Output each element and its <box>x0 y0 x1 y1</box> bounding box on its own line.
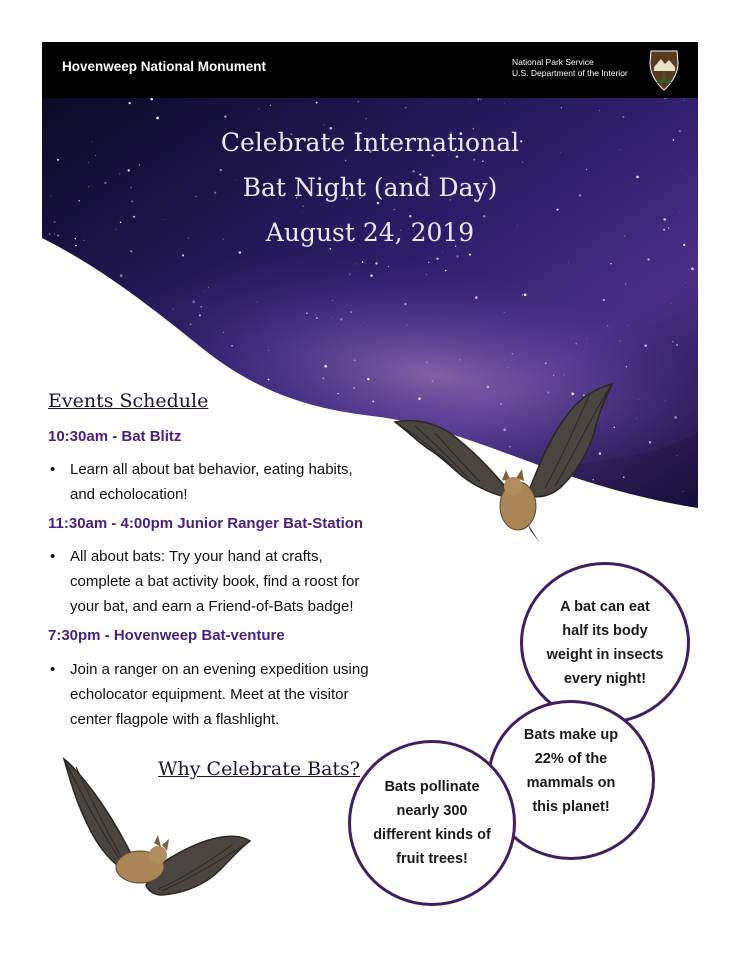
event-time-2: 11:30am - 4:00pm Junior Ranger Bat-Station <box>48 515 364 532</box>
event-3-line-1: Join a ranger on an evening expedition using <box>70 661 369 678</box>
fact-3-line-2: nearly 300 <box>396 803 468 819</box>
why-celebrate-title: Why Celebrate Bats? <box>158 758 360 780</box>
fact-2-line-4: this planet! <box>532 799 610 815</box>
event-headline <box>42 120 698 255</box>
bullet-icon: • <box>50 461 56 478</box>
event-1-line-1: Learn all about bat behavior, eating habits, <box>70 461 353 478</box>
fact-circle-1 <box>520 562 690 724</box>
event-2-line-1: All about bats: Try your hand at crafts, <box>70 548 323 565</box>
fact-3-line-3: different kinds of <box>373 827 491 843</box>
fact-2-line-1: Bats make up <box>523 727 619 743</box>
fact-1-line-1: A bat can eat <box>560 599 650 615</box>
schedule-title: Events Schedule <box>48 390 209 412</box>
fact-2-line-2: 22% of the <box>534 751 608 767</box>
bat-illustration-icon <box>390 378 620 548</box>
agency-line-2: U.S. Department of the Interior <box>512 68 628 78</box>
event-time-3: 7:30pm - Hovenweep Bat-venture <box>48 627 285 644</box>
fact-2-line-3: mammals on <box>526 775 616 791</box>
headline-line-2: Bat Night (and Day) <box>242 173 498 202</box>
agency-block <box>512 57 628 79</box>
bat-illustration-icon <box>62 755 252 905</box>
event-2-line-3: your bat, and earn a Friend-of-Bats badge! <box>70 598 354 615</box>
event-2-line-2: complete a bat activity book, find a roost for <box>70 573 360 590</box>
agency-line-1: National Park Service <box>512 57 594 67</box>
fact-1-line-4: every night! <box>563 671 647 687</box>
fact-3-line-4: fruit trees! <box>396 851 468 867</box>
bullet-icon: • <box>50 661 56 678</box>
bullet-icon: • <box>50 548 56 565</box>
fact-circle-3 <box>348 740 516 906</box>
headline-line-1: Celebrate International <box>220 128 520 157</box>
header-bar <box>42 42 698 98</box>
event-3-line-3: center flagpole with a flashlight. <box>70 711 280 728</box>
park-name: Hovenweep National Monument <box>62 59 267 74</box>
nps-arrowhead-logo-icon <box>648 49 680 91</box>
fact-1-line-3: weight in insects <box>546 647 664 663</box>
headline-line-3: August 24, 2019 <box>265 218 475 247</box>
event-time-1: 10:30am - Bat Blitz <box>48 428 182 445</box>
fact-3-line-1: Bats pollinate <box>384 779 480 795</box>
event-1-line-2: and echolocation! <box>70 486 188 503</box>
fact-1-line-2: half its body <box>562 623 648 639</box>
event-3-line-2: echolocator equipment. Meet at the visitor <box>70 686 349 703</box>
